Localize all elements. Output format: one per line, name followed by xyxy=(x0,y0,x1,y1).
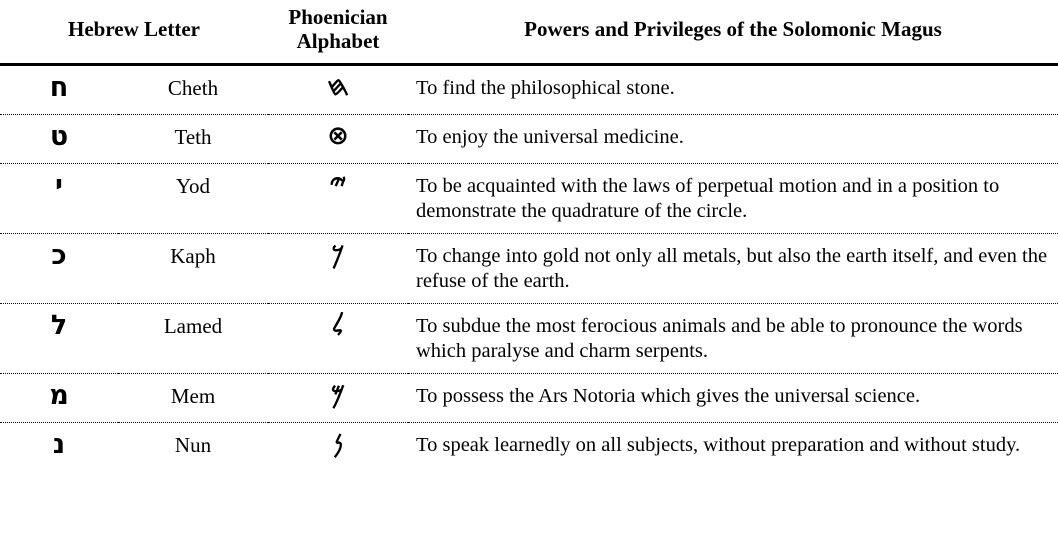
table-body xyxy=(0,65,1058,471)
table-header-row xyxy=(0,0,1058,65)
phoenician-glyph: 𐤉 xyxy=(329,169,347,200)
hebrew-letter-glyph: מ xyxy=(49,379,69,411)
power-description: To speak learnedly on all subjects, without preparation and without study. xyxy=(416,433,1021,456)
hebrew-letter-glyph: ח xyxy=(49,72,69,104)
hebrew-letter-name: Cheth xyxy=(167,76,219,101)
column-header-hebrew-letter: Hebrew Letter xyxy=(68,16,200,41)
hebrew-letter-name: Lamed xyxy=(163,313,223,338)
table-row xyxy=(0,373,1058,422)
power-description: To enjoy the universal medicine. xyxy=(416,125,684,148)
hebrew-letter-glyph: נ xyxy=(52,428,66,460)
table-row xyxy=(0,233,1058,303)
phoenician-glyph: 𐤌 xyxy=(330,379,346,410)
table-header xyxy=(0,0,1058,65)
table-row xyxy=(0,114,1058,163)
phoenician-glyph: 𐤋 xyxy=(331,309,345,340)
hebrew-letter-name: Yod xyxy=(175,173,211,198)
power-description: To be acquainted with the laws of perpetual motion and in a position to demonstrate the quadrature of the circle. xyxy=(416,174,1000,222)
phoenician-glyph: 𐤊 xyxy=(331,239,345,270)
hebrew-letter-glyph: כ xyxy=(51,239,67,271)
phoenician-glyph: 𐤍 xyxy=(333,428,343,459)
hebrew-letter-name: Nun xyxy=(174,432,212,457)
hebrew-letter-name: Kaph xyxy=(170,243,216,268)
hebrew-letter-glyph: ט xyxy=(49,120,69,152)
table-row xyxy=(0,163,1058,233)
column-header-phoenician-line2: Alphabet xyxy=(296,28,380,53)
phoenician-glyph: ⊗ xyxy=(327,120,349,151)
hebrew-letter-name: Teth xyxy=(174,124,212,149)
hebrew-letter-glyph: י xyxy=(55,169,63,201)
table-row xyxy=(0,65,1058,115)
hebrew-letter-glyph: ל xyxy=(50,309,68,341)
power-description: To possess the Ars Notoria which gives the universal science. xyxy=(416,384,921,407)
column-header-phoenician-alphabet xyxy=(268,0,408,65)
phoenician-glyph: 𐤇 xyxy=(327,72,349,103)
column-header-phoenician-line1: Phoenician xyxy=(288,5,388,29)
power-description: To find the philosophical stone. xyxy=(416,77,675,100)
power-description: To change into gold not only all metals, but also the earth itself, and even the refuse of the earth. xyxy=(416,244,1048,292)
column-header-powers: Powers and Privileges of the Solomonic Magus xyxy=(524,16,942,41)
hebrew-letter-name: Mem xyxy=(170,383,216,408)
power-description: To subdue the most ferocious animals and be able to pronounce the words which paralyse and charm serpents. xyxy=(416,314,1023,362)
table-row xyxy=(0,422,1058,470)
table-row xyxy=(0,303,1058,373)
